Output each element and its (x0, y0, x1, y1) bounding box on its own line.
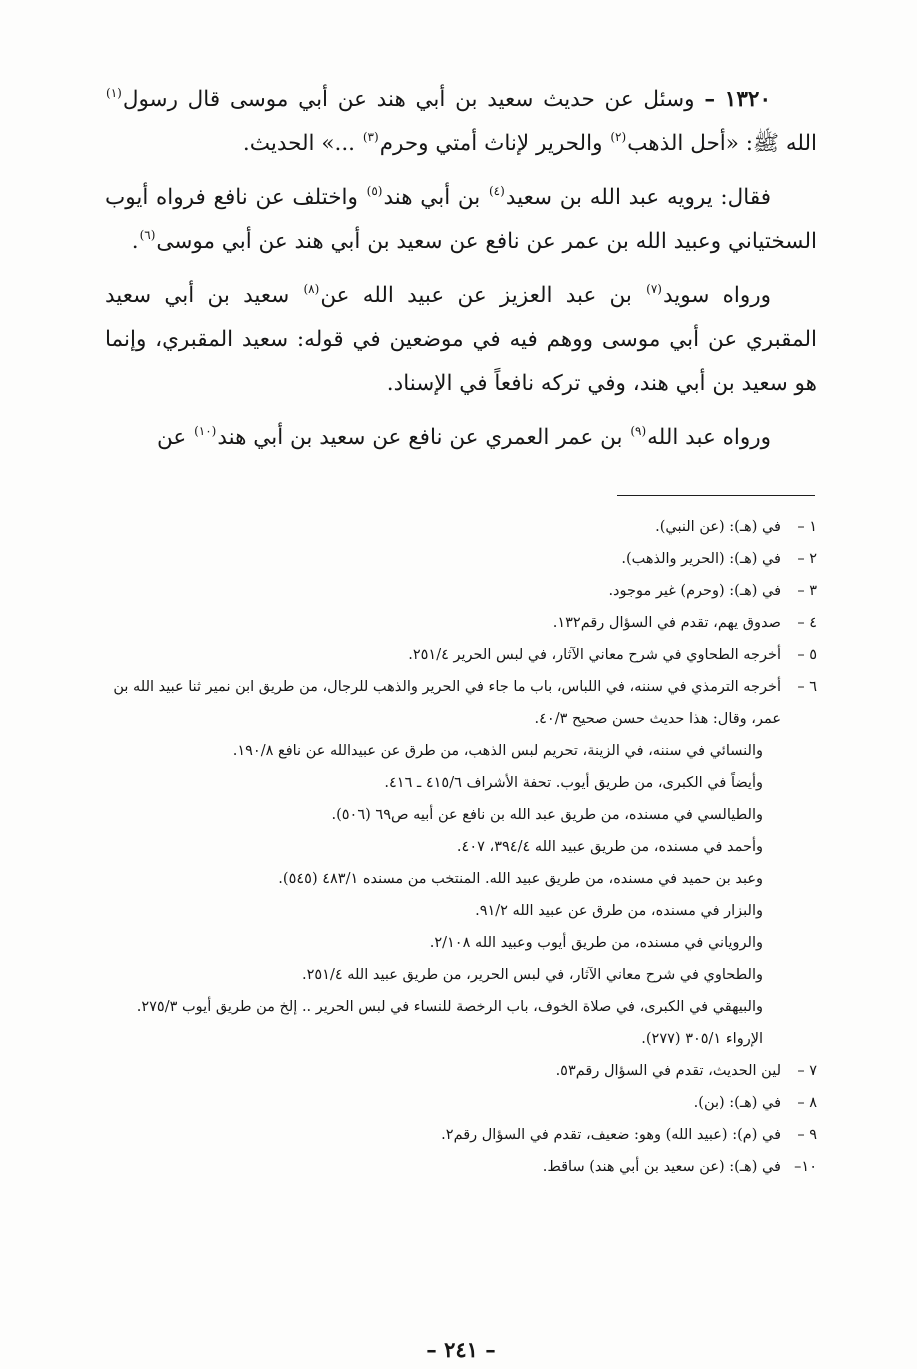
text-run: سعيد بن أبي سعيد المقبري عن أبي موسى ووهم فيه في موضعين في قوله: سعيد المقبري، وإنما هو سعيد بن أبي هند، وفي تركه نافعاً في الإسناد. (105, 283, 817, 396)
footnote-marker: (١٠) (194, 424, 217, 438)
question-dash: – (704, 87, 716, 112)
footnote (105, 1119, 817, 1151)
footnote-text: في (هـ): (وحرم) غير موجود. (608, 583, 781, 599)
footnote (105, 671, 817, 1055)
footnote-subline: والطحاوي في شرح معاني الآثار، في لبس الحرير، من طريق عبيد الله ٢٥١/٤. (301, 967, 763, 983)
footnote (105, 1151, 817, 1183)
footnote (105, 639, 817, 671)
text-run: ...» الحديث. (242, 131, 356, 156)
footnote-divider (617, 495, 815, 496)
footnote-number: ٥ – (797, 647, 817, 663)
footnote-subline: وأيضاً في الكبرى، من طريق أيوب. تحفة الأشراف ٤١٥/٦ ـ ٤١٦. (384, 775, 763, 791)
footnotes (105, 511, 817, 1183)
answer-paragraph (105, 176, 817, 264)
footnote-number: ٦ – (797, 679, 817, 695)
question-number: ١٣٢٠ (724, 87, 771, 112)
footnote (105, 1055, 817, 1087)
footnote-number: ١٠– (794, 1159, 817, 1175)
answer-paragraph (105, 274, 817, 406)
text-run: عن (157, 425, 187, 450)
footnote (105, 607, 817, 639)
footnote-subline: والروياني في مسنده، من طريق أيوب وعبيد الله ٢/١٠٨. (429, 935, 763, 951)
footnote-number: ٨ – (797, 1095, 817, 1111)
footnote-number: ٣ – (797, 583, 817, 599)
footnote-text: صدوق يهم، تقدم في السؤال رقم١٣٢. (552, 615, 781, 631)
footnote-subline: والنسائي في سننه، في الزينة، تحريم لبس الذهب، من طرق عن عبيدالله عن نافع ١٩٠/٨. (232, 743, 763, 759)
footnote-number: ١ – (797, 519, 817, 535)
footnote-number: ٤ – (797, 615, 817, 631)
footnote-subline: والبيهقي في الكبرى، في صلاة الخوف، باب الرخصة للنساء في لبس الحرير .. إلخ من طريق أيوب ٢٧٥/٣. (136, 999, 763, 1015)
footnote-text: في (م): (عبيد الله) وهو: ضعيف، تقدم في السؤال رقم٢. (441, 1127, 781, 1143)
main-text (105, 78, 817, 460)
footnote-marker: (٥) (366, 184, 383, 198)
question-paragraph (105, 78, 817, 166)
text-run: فقال: يرويه عبد الله بن سعيد (505, 185, 771, 210)
text-run: والحرير لإناث أمتي وحرم (379, 131, 603, 156)
footnote-text: لين الحديث، تقدم في السؤال رقم٥٣. (555, 1063, 781, 1079)
footnote-marker: (٧) (646, 282, 662, 296)
footnote-subline: والطيالسي في مسنده، من طريق عبد الله بن نافع عن أبيه ص٦٩ (٥٠٦). (331, 807, 763, 823)
footnote (105, 543, 817, 575)
text-run: واختلف عن نافع فرواه أيوب السختياني وعبيد الله بن عمر عن نافع عن سعيد بن أبي هند عن أبي موسى (105, 185, 817, 254)
footnote (105, 511, 817, 543)
text-run: . (131, 229, 139, 254)
footnote-subline: والبزار في مسنده، من طرق عن عبيد الله ٩١/٢. (475, 903, 763, 919)
footnote-subline: وعبد بن حميد في مسنده، من طريق عبيد الله. المنتخب من مسنده ٤٨٣/١ (٥٤٥). (278, 871, 763, 887)
text-run: بن أبي هند (383, 185, 481, 210)
footnote-marker: (١) (106, 86, 122, 100)
footnote-marker: (٢) (610, 130, 627, 144)
footnote-number: ٢ – (797, 551, 817, 567)
footnote-subline: وأحمد في مسنده، من طريق عبيد الله ٣٩٤/٤، ٤٠٧. (456, 839, 763, 855)
text-run: وسئل عن حديث سعيد بن أبي هند عن أبي موسى قال رسول (122, 87, 695, 112)
footnote (105, 575, 817, 607)
footnote-text: أخرجه الترمذي في سننه، في اللباس، باب ما جاء في الحرير والذهب للرجال، من طريق ابن نمير ثنا عبيد الله بن عمر، وقال: هذا حديث حسن صحيح ٤٠/٣. (113, 679, 781, 727)
text-run: الله ﷺ: «أحل الذهب (627, 131, 817, 156)
footnote (105, 1087, 817, 1119)
footnote-text: أخرجه الطحاوي في شرح معاني الآثار، في لبس الحرير ٢٥١/٤. (408, 647, 781, 663)
footnote-text: في (هـ): (بن). (693, 1095, 781, 1111)
footnote-marker: (٤) (488, 184, 505, 198)
footnote-text: في (هـ): (عن سعيد بن أبي هند) ساقط. (542, 1159, 781, 1175)
text-run: ورواه عبد الله (647, 425, 771, 450)
page-number: – ٢٤١ – (426, 1337, 496, 1362)
footnote-marker: (٩) (630, 424, 647, 438)
footnote-text: في (هـ): (الحرير والذهب). (621, 551, 781, 567)
book-page (105, 78, 817, 1362)
footnote-text: في (هـ): (عن النبي). (655, 519, 781, 535)
text-run: بن عمر العمري عن نافع عن سعيد بن أبي هند (217, 425, 623, 450)
footnote-number: ٩ – (797, 1127, 817, 1143)
footnote-marker: (٣) (362, 130, 379, 144)
footnote-number: ٧ – (797, 1063, 817, 1079)
answer-paragraph (105, 416, 817, 460)
footnote-subline: الإرواء ٣٠٥/١ (٢٧٧). (641, 1031, 763, 1047)
text-run: ورواه سويد (662, 283, 771, 308)
footnote-marker: (٨) (303, 282, 320, 296)
footnote-marker: (٦) (139, 228, 156, 242)
text-run: بن عبد العزيز عن عبيد الله عن (320, 283, 632, 308)
